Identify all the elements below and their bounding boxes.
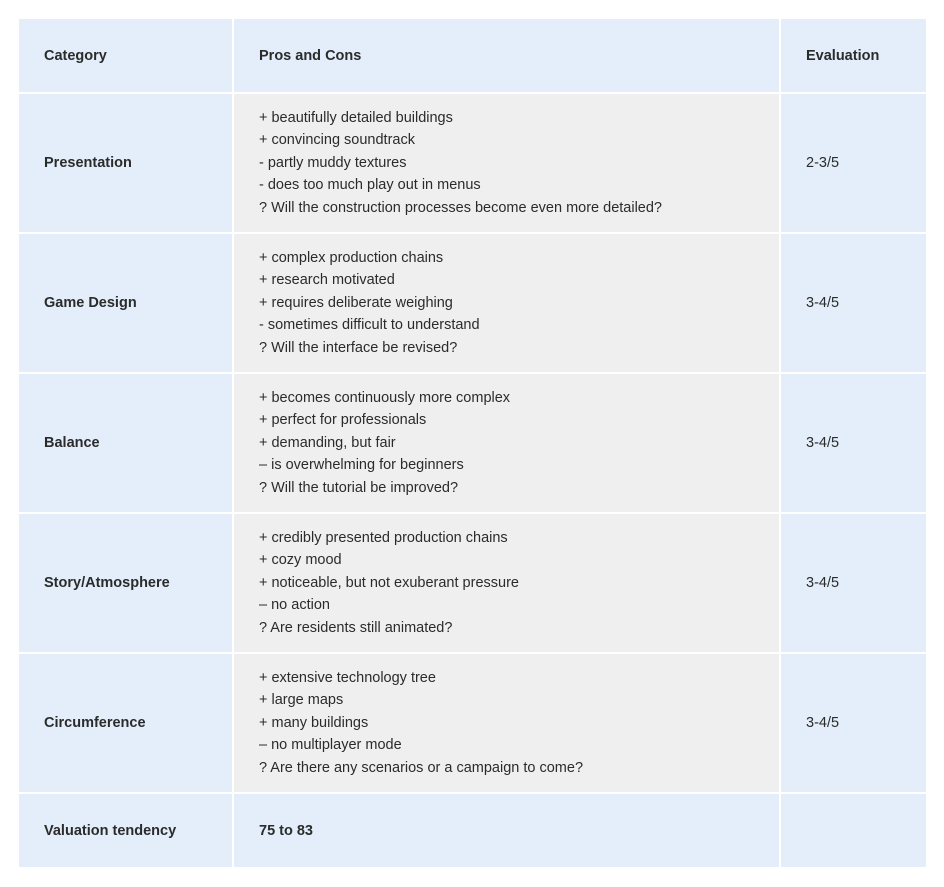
category-label: Presentation bbox=[44, 155, 132, 171]
evaluation-value: 3-4/5 bbox=[806, 575, 840, 591]
category-cell bbox=[19, 654, 232, 792]
list-item: ? Will the construction processes become even more detailed? bbox=[259, 199, 662, 216]
category-label: Balance bbox=[44, 435, 100, 451]
category-cell bbox=[19, 514, 232, 652]
list-item: ? Are there any scenarios or a campaign to come? bbox=[259, 759, 584, 776]
valuation-evaluation-cell bbox=[781, 794, 926, 867]
pros-cons-list bbox=[259, 107, 662, 220]
pros-cons-cell bbox=[234, 94, 779, 232]
pros-cons-cell bbox=[234, 514, 779, 652]
list-item: - partly muddy textures bbox=[259, 154, 407, 171]
list-item: + convincing soundtrack bbox=[259, 132, 415, 149]
evaluation-cell bbox=[781, 514, 926, 652]
list-item: ? Will the tutorial be improved? bbox=[259, 479, 459, 496]
category-cell bbox=[19, 234, 232, 372]
header-pros-cons bbox=[234, 19, 779, 92]
list-item: + credibly presented production chains bbox=[259, 529, 508, 546]
valuation-label: Valuation tendency bbox=[44, 822, 177, 839]
list-item: + noticeable, but not exuberant pressure bbox=[259, 574, 519, 591]
list-item: + cozy mood bbox=[259, 552, 342, 569]
list-item: – no action bbox=[259, 597, 330, 614]
list-item: + complex production chains bbox=[259, 249, 444, 266]
pros-cons-list bbox=[259, 387, 510, 500]
list-item: + research motivated bbox=[259, 272, 395, 289]
valuation-label-cell bbox=[19, 794, 232, 867]
header-category-label: Category bbox=[44, 47, 107, 64]
header-pros-cons-label: Pros and Cons bbox=[259, 47, 362, 64]
list-item: + large maps bbox=[259, 692, 344, 709]
list-item: – is overwhelming for beginners bbox=[259, 457, 464, 474]
evaluation-cell bbox=[781, 94, 926, 232]
evaluation-value: 3-4/5 bbox=[806, 295, 840, 311]
list-item: + extensive technology tree bbox=[259, 669, 436, 686]
valuation-value-cell bbox=[234, 794, 779, 867]
header-evaluation bbox=[781, 19, 926, 92]
evaluation-value: 3-4/5 bbox=[806, 715, 840, 731]
review-table bbox=[19, 19, 924, 867]
category-label: Circumference bbox=[44, 715, 146, 731]
category-label: Story/Atmosphere bbox=[44, 575, 170, 591]
valuation-value: 75 to 83 bbox=[259, 822, 313, 839]
evaluation-value: 2-3/5 bbox=[806, 155, 840, 171]
pros-cons-list bbox=[259, 667, 583, 780]
list-item: – no multiplayer mode bbox=[259, 737, 402, 754]
list-item: + becomes continuously more complex bbox=[259, 389, 511, 406]
category-cell bbox=[19, 94, 232, 232]
pros-cons-cell bbox=[234, 374, 779, 512]
pros-cons-list bbox=[259, 527, 519, 640]
list-item: + demanding, but fair bbox=[259, 434, 396, 451]
list-item: + requires deliberate weighing bbox=[259, 294, 453, 311]
evaluation-cell bbox=[781, 654, 926, 792]
evaluation-cell bbox=[781, 374, 926, 512]
category-label: Game Design bbox=[44, 295, 137, 311]
evaluation-value: 3-4/5 bbox=[806, 435, 840, 451]
header-category bbox=[19, 19, 232, 92]
pros-cons-cell bbox=[234, 654, 779, 792]
list-item: + beautifully detailed buildings bbox=[259, 109, 453, 126]
category-cell bbox=[19, 374, 232, 512]
list-item: + perfect for professionals bbox=[259, 412, 427, 429]
list-item: ? Are residents still animated? bbox=[259, 619, 453, 636]
list-item: - sometimes difficult to understand bbox=[259, 317, 480, 334]
header-evaluation-label: Evaluation bbox=[806, 47, 880, 64]
list-item: ? Will the interface be revised? bbox=[259, 339, 458, 356]
pros-cons-cell bbox=[234, 234, 779, 372]
pros-cons-list bbox=[259, 247, 480, 360]
list-item: + many buildings bbox=[259, 714, 369, 731]
evaluation-cell bbox=[781, 234, 926, 372]
list-item: - does too much play out in menus bbox=[259, 177, 481, 194]
